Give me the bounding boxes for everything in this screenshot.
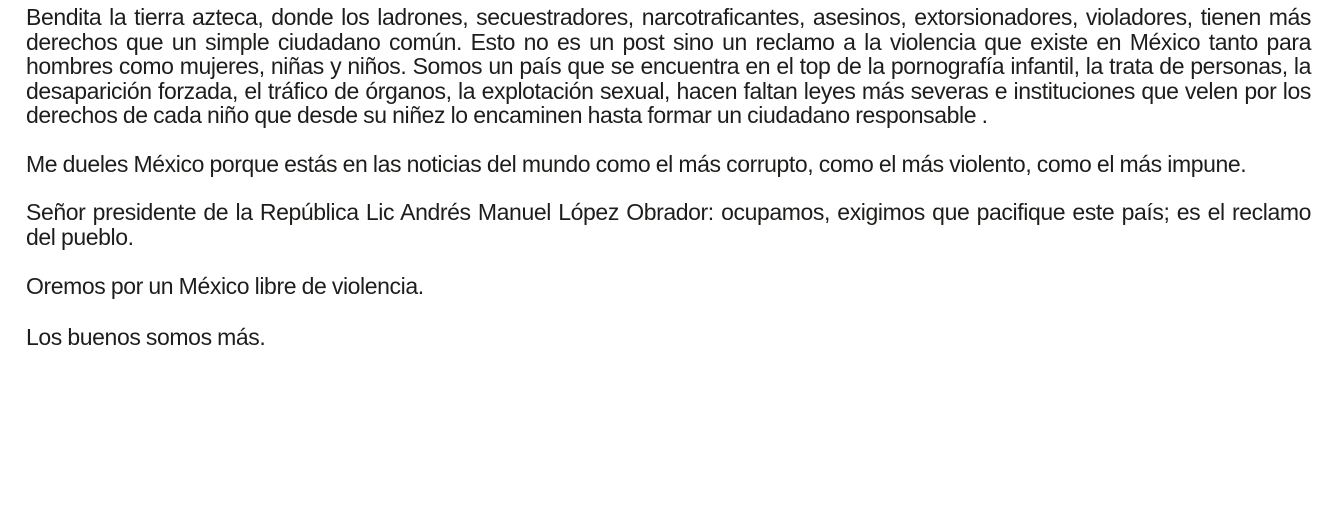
paragraph-closing: Los buenos somos más. <box>26 323 266 350</box>
paragraph-president-appeal: Señor presidente de la República Lic Andrés Manuel López Obrador: ocupamos, exigimos que pacifique este país; es el reclamo del pueblo. <box>26 199 1311 250</box>
paragraph-oremos: Oremos por un México libre de violencia. <box>26 273 424 299</box>
paragraph-me-dueles: Me dueles México porque estás en las noticias del mundo como el más corrupto, como el más violento, como el más impune. <box>26 150 1247 177</box>
paragraph-intro: Bendita la tierra azteca, donde los ladrones, secuestradores, narcotraficantes, asesinos, extorsionadores, violadores, tienen más derechos que un simple ciudadano común. Esto no es un post sino un reclamo a la violencia que existe en México tanto para hombres como mujeres, niñas y niños. Somos un país que se encuentra en el top de la pornografía infantil, la trata de personas, la desaparición forzada, el tráfico de órganos, la explotación sexual, hacen faltan leyes más severas e instituciones que velen por los derechos de cada niño que desde su niñez lo encaminen hasta formar un ciudadano responsable . <box>26 4 1311 128</box>
